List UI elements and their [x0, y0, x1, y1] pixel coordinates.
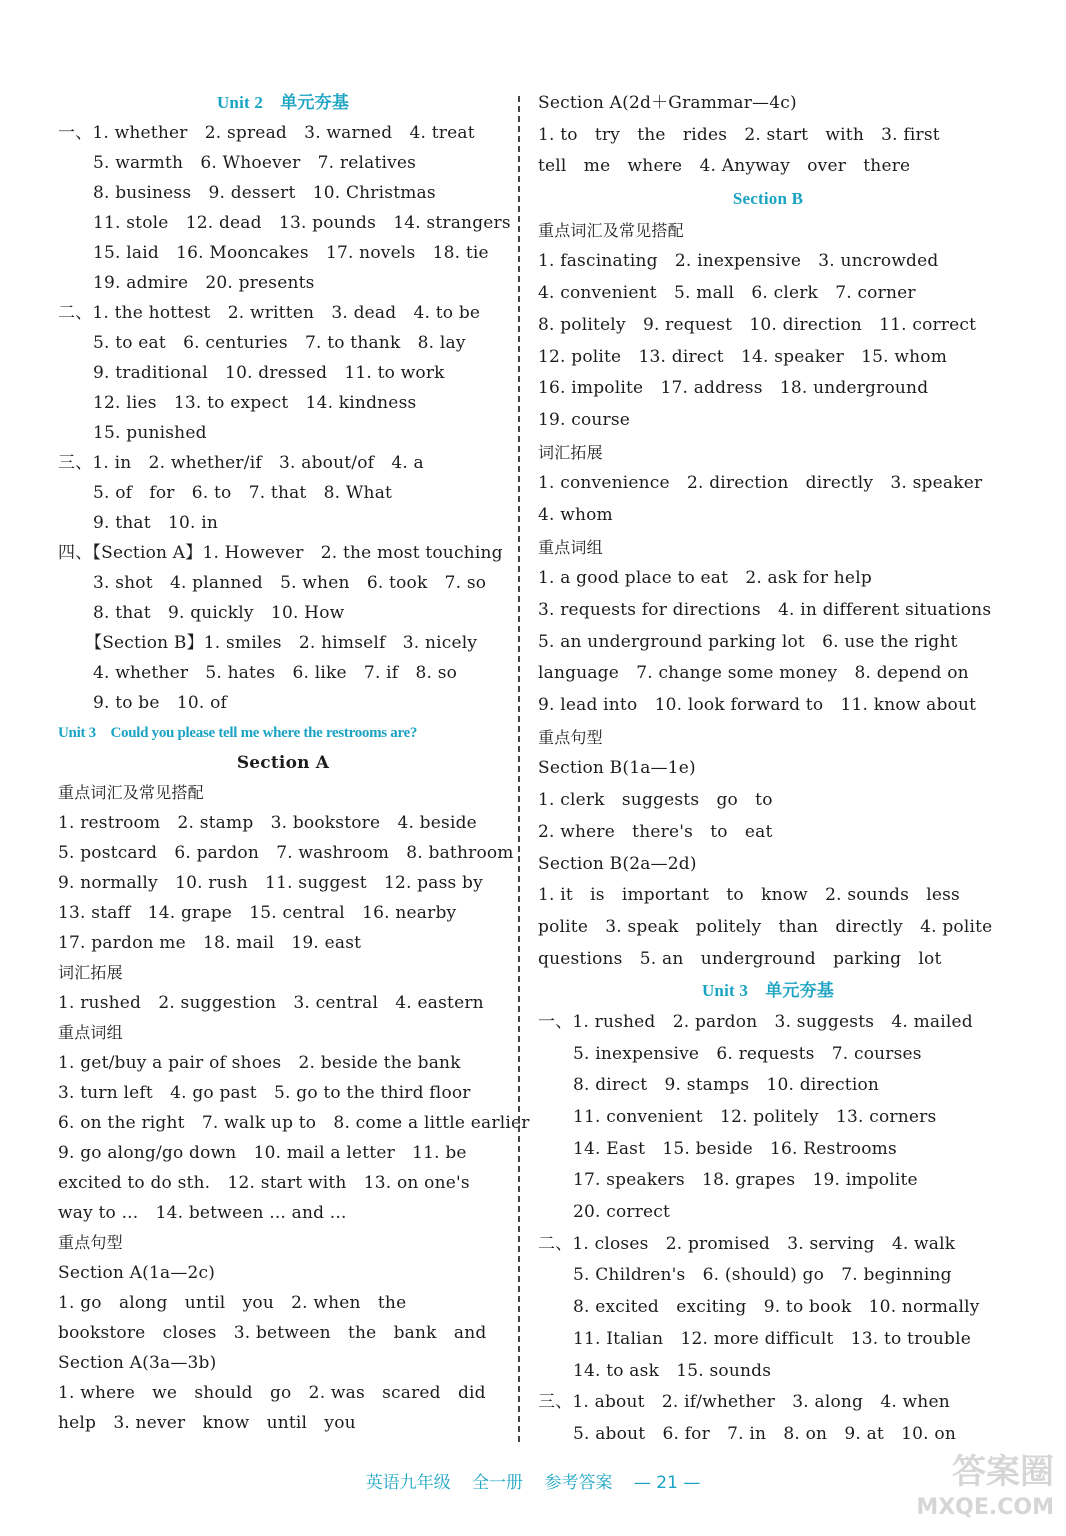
answer-line: 5. warmth 6. Whoever 7. relatives: [93, 153, 417, 173]
answer-line: bookstore closes 3. between the bank and: [58, 1323, 487, 1343]
watermark-text: 答案圈: [952, 1452, 1054, 1492]
answer-line: 1. convenience 2. direction directly 3. speaker: [538, 473, 983, 494]
answer-line: 9. go along/go down 10. mail a letter 11. be: [58, 1143, 467, 1163]
answer-line: 16. impolite 17. address 18. underground: [538, 378, 929, 399]
answer-line: 6. on the right 7. walk up to 8. come a little earlier: [58, 1113, 530, 1133]
answer-line: 1. where we should go 2. was scared did: [58, 1383, 486, 1403]
answer-line: way to ... 14. between ... and ...: [58, 1203, 347, 1223]
footer-subject: 英语九年级: [365, 1473, 451, 1493]
answer-line: 8. direct 9. stamps 10. direction: [573, 1075, 880, 1096]
answer-line: 重点词组: [538, 537, 603, 557]
answer-line: 9. lead into 10. look forward to 11. know about: [538, 695, 977, 716]
page-number: — 21 —: [633, 1473, 701, 1493]
footer-answers: 参考答案: [544, 1473, 613, 1493]
answer-line: 1. restroom 2. stamp 3. bookstore 4. beside: [58, 813, 477, 833]
answer-line: excited to do sth. 12. start with 13. on one's: [58, 1173, 470, 1193]
answer-line: 词汇拓展: [538, 442, 603, 462]
left-column: [58, 88, 530, 1438]
answer-line: 9. normally 10. rush 11. suggest 12. pass by: [58, 873, 483, 893]
answer-line: 二、1. the hottest 2. written 3. dead 4. to be: [58, 303, 481, 323]
right-column: [538, 88, 998, 1451]
answer-line: Section B: [732, 189, 804, 209]
answer-line: 1. a good place to eat 2. ask for help: [538, 568, 872, 589]
answer-line: 8. excited exciting 9. to book 10. normally: [573, 1297, 980, 1318]
answer-line: 5. of for 6. to 7. that 8. What: [93, 483, 393, 503]
answer-line: 四、【Section A】1. However 2. the most touching: [58, 543, 503, 563]
answer-line: 1. to try the rides 2. start with 3. first: [538, 124, 940, 145]
answer-line: 2. where there's to eat: [538, 821, 773, 842]
answer-line: language 7. change some money 8. depend on: [538, 663, 969, 684]
answer-line: 4. whether 5. hates 6. like 7. if 8. so: [93, 663, 458, 683]
answer-line: polite 3. speak politely than directly 4. polite: [538, 916, 993, 937]
answer-line: 17. pardon me 18. mail 19. east: [58, 933, 362, 953]
answer-line: 1. rushed 2. suggestion 3. central 4. eastern: [58, 993, 484, 1013]
answer-line: Section A(2d＋Grammar—4c): [538, 93, 797, 113]
answer-line: 3. shot 4. planned 5. when 6. took 7. so: [93, 573, 487, 593]
answer-line: 19. admire 20. presents: [93, 273, 315, 293]
answer-line: 12. lies 13. to expect 14. kindness: [93, 393, 417, 413]
answer-line: 15. laid 16. Mooncakes 17. novels 18. tie: [93, 243, 489, 263]
answer-line: 19. course: [538, 409, 631, 430]
answer-line: Section B(1a—1e): [538, 758, 696, 779]
answer-line: Unit 2 单元夯基: [216, 93, 350, 112]
answer-line: 20. correct: [573, 1202, 671, 1223]
answer-line: 3. requests for directions 4. in different situations: [538, 600, 992, 620]
footer-volume: 全一册: [472, 1473, 524, 1493]
answer-line: 4. whom: [538, 504, 613, 525]
answer-line: 8. business 9. dessert 10. Christmas: [93, 183, 436, 203]
answer-line: 12. polite 13. direct 14. speaker 15. whom: [538, 346, 948, 367]
answer-line: 5. Children's 6. (should) go 7. beginning: [573, 1265, 952, 1286]
answer-line: Unit 3 单元夯基: [701, 981, 835, 1001]
answer-line: 重点词汇及常见搭配: [538, 220, 684, 240]
answer-line: 1. clerk suggests go to: [538, 790, 773, 811]
answer-line: 5. to eat 6. centuries 7. to thank 8. lay: [93, 333, 466, 353]
answer-line: 11. convenient 12. politely 13. corners: [573, 1107, 937, 1127]
answer-line: questions 5. an underground parking lot: [538, 948, 942, 969]
answer-line: 1. it is important to know 2. sounds less: [538, 885, 960, 906]
answer-line: 二、1. closes 2. promised 3. serving 4. walk: [538, 1233, 956, 1254]
watermark-logo: [916, 1454, 1054, 1526]
answer-line: 11. stole 12. dead 13. pounds 14. strangers: [93, 213, 511, 233]
answer-line: 9. traditional 10. dressed 11. to work: [93, 363, 445, 383]
answer-line: 重点词组: [58, 1023, 123, 1042]
answer-line: 8. politely 9. request 10. direction 11. correct: [538, 314, 977, 335]
answer-line: 9. to be 10. of: [93, 693, 228, 713]
answer-line: Section A(1a—2c): [58, 1263, 216, 1283]
answer-line: 重点句型: [58, 1233, 123, 1252]
answer-line: 【Section B】1. smiles 2. himself 3. nicely: [85, 633, 478, 653]
answer-line: 3. turn left 4. go past 5. go to the third floor: [58, 1083, 471, 1103]
answer-line: 15. punished: [93, 423, 207, 443]
answer-line: 5. inexpensive 6. requests 7. courses: [573, 1043, 922, 1064]
column-divider: [518, 96, 520, 1442]
answer-line: 5. an underground parking lot 6. use the right: [538, 631, 958, 652]
answer-line: 三、1. in 2. whether/if 3. about/of 4. a: [58, 453, 424, 473]
answer-line: 17. speakers 18. grapes 19. impolite: [573, 1170, 918, 1191]
answer-line: 重点词汇及常见搭配: [58, 783, 204, 802]
answer-line: tell me where 4. Anyway over there: [538, 156, 911, 177]
answer-line: 重点句型: [538, 727, 603, 747]
answer-line: 1. get/buy a pair of shoes 2. beside the bank: [58, 1053, 461, 1073]
answer-line: 5. about 6. for 7. in 8. on 9. at 10. on: [573, 1423, 956, 1444]
answer-line: 4. convenient 5. mall 6. clerk 7. corner: [538, 283, 916, 304]
answer-line: 一、1. whether 2. spread 3. warned 4. treat: [58, 123, 475, 143]
answer-line: help 3. never know until you: [58, 1413, 356, 1433]
answer-line: 5. postcard 6. pardon 7. washroom 8. bathroom: [58, 843, 514, 863]
answer-line: 14. to ask 15. sounds: [573, 1360, 772, 1381]
answer-line: 三、1. about 2. if/whether 3. along 4. when: [538, 1392, 950, 1413]
answer-line: Unit 3 Could you please tell me where the restrooms are?: [58, 725, 418, 741]
answer-line: 一、1. rushed 2. pardon 3. suggests 4. mailed: [538, 1011, 973, 1032]
answer-line: 11. Italian 12. more difficult 13. to trouble: [573, 1328, 971, 1349]
answer-line: Section A(3a—3b): [58, 1353, 217, 1373]
answer-line: 8. that 9. quickly 10. How: [93, 603, 345, 623]
answer-line: Section A: [236, 753, 330, 773]
answer-line: 14. East 15. beside 16. Restrooms: [573, 1138, 897, 1159]
answer-line: 词汇拓展: [58, 963, 123, 982]
answer-line: 1. fascinating 2. inexpensive 3. uncrowded: [538, 251, 939, 272]
watermark-url: MXQE.COM: [916, 1495, 1054, 1520]
answer-line: 9. that 10. in: [93, 513, 218, 533]
answer-line: Section B(2a—2d): [538, 853, 697, 874]
answer-line: 1. go along until you 2. when the: [58, 1293, 407, 1313]
answer-line: 13. staff 14. grape 15. central 16. nearby: [58, 903, 457, 923]
page-footer: [0, 1468, 1066, 1493]
